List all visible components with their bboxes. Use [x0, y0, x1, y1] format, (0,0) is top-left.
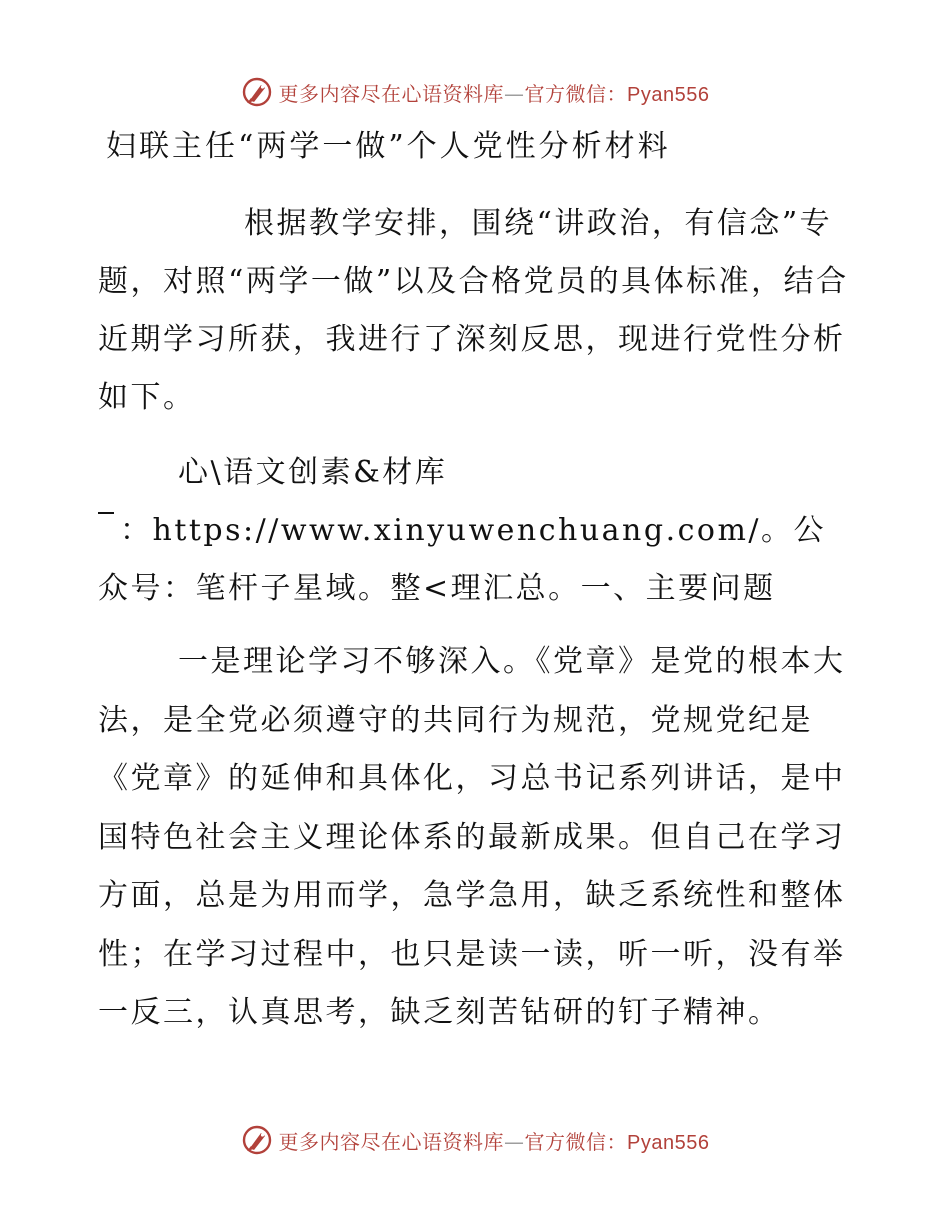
document-title: 妇联主任“两学一做”个人党性分析材料: [106, 129, 671, 164]
footer-banner: [0, 1118, 950, 1162]
url-heading-text: ：https://www.xinyuwenchuang.com/。公众号：笔杆子星域。整<理汇总。一、主要问题: [98, 513, 827, 606]
banner-text: [279, 1126, 710, 1155]
banner-wechat-label: 官方微信：: [524, 81, 628, 106]
header-banner: [0, 70, 950, 114]
banner-slogan: 更多内容尽在心语资料库: [278, 1129, 505, 1154]
banner-wechat-label: 官方微信：: [524, 1129, 628, 1154]
pen-nib-logo-icon: [241, 1124, 273, 1156]
underline-mark: [98, 512, 114, 514]
url-heading-line: [98, 502, 850, 618]
banner-separator: —: [504, 1129, 525, 1154]
banner-text: [279, 78, 710, 107]
banner-slogan: 更多内容尽在心语资料库: [278, 81, 505, 106]
paragraph-problem-1: 一是理论学习不够深入。《党章》是党的根本大法，是全党必须遵守的共同行为规范，党规党纪是《党章》的延伸和具体化，习总书记系列讲话，是中国特色社会主义理论体系的最新成果。但自己在学习方面，总是为用而学，急学急用，缺乏系统性和整体性；在学习过程中，也只是读一读，听一听，没有举一反三，认真思考，缺乏刻苦钻研的钉子精神。: [98, 644, 846, 1030]
banner-account: Pyan556: [627, 83, 710, 106]
banner-account: Pyan556: [627, 1131, 710, 1154]
paragraph-intro: 根据教学安排，围绕“讲政治，有信念”专题，对照“两学一做”以及合格党员的具体标准，结合近期学习所获，我进行了深刻反思，现进行党性分析如下。: [98, 206, 849, 415]
banner-separator: —: [504, 81, 525, 106]
watermark-line: 心\语文创素&材库: [178, 455, 448, 490]
pen-nib-logo-icon: [241, 76, 273, 108]
